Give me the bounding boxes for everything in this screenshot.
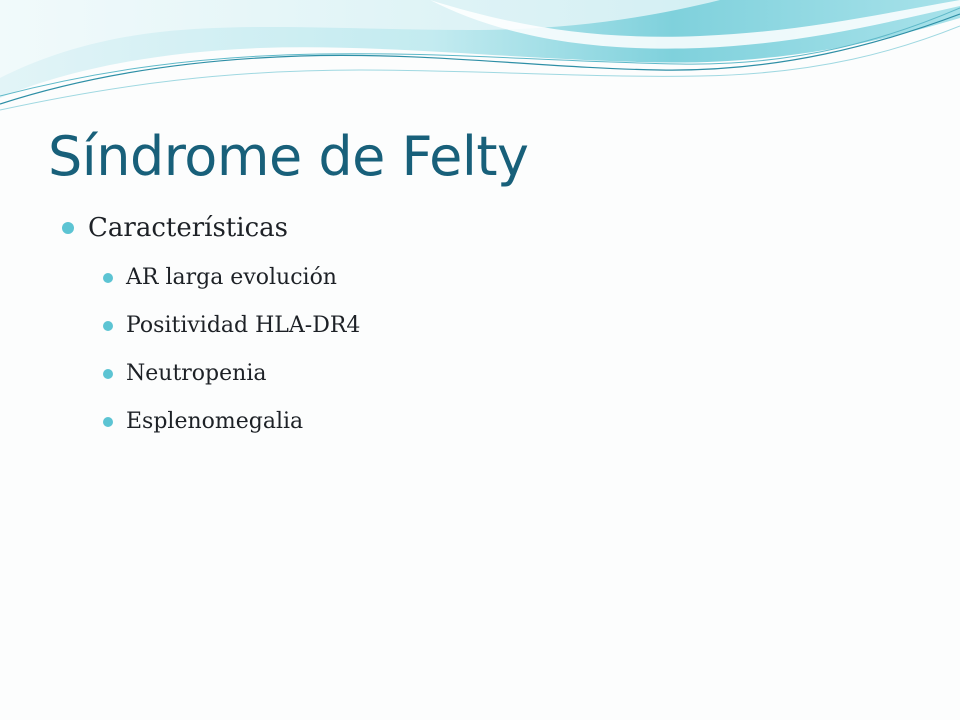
sub-bullet-dot-icon — [103, 273, 113, 283]
header-wave-decoration — [0, 0, 960, 140]
sub-bullet-item — [62, 350, 922, 398]
sub-bullet-label: Positividad HLA-DR4 — [126, 313, 361, 338]
bullet-label: Características — [88, 213, 288, 243]
sub-bullet-item — [62, 398, 922, 446]
bullet-list — [62, 208, 922, 446]
bullet-item-caracteristicas — [62, 208, 922, 248]
bullet-dot-icon — [62, 222, 74, 234]
sub-bullet-label: Neutropenia — [126, 361, 267, 386]
sub-bullet-dot-icon — [103, 321, 113, 331]
slide-title: Síndrome de Felty — [48, 125, 529, 188]
sub-bullet-item — [62, 302, 922, 350]
sub-bullet-dot-icon — [103, 417, 113, 427]
sub-bullet-label: Esplenomegalia — [126, 409, 304, 434]
sub-bullet-list — [62, 254, 922, 446]
sub-bullet-dot-icon — [103, 369, 113, 379]
sub-bullet-item — [62, 254, 922, 302]
sub-bullet-label: AR larga evolución — [126, 265, 337, 290]
